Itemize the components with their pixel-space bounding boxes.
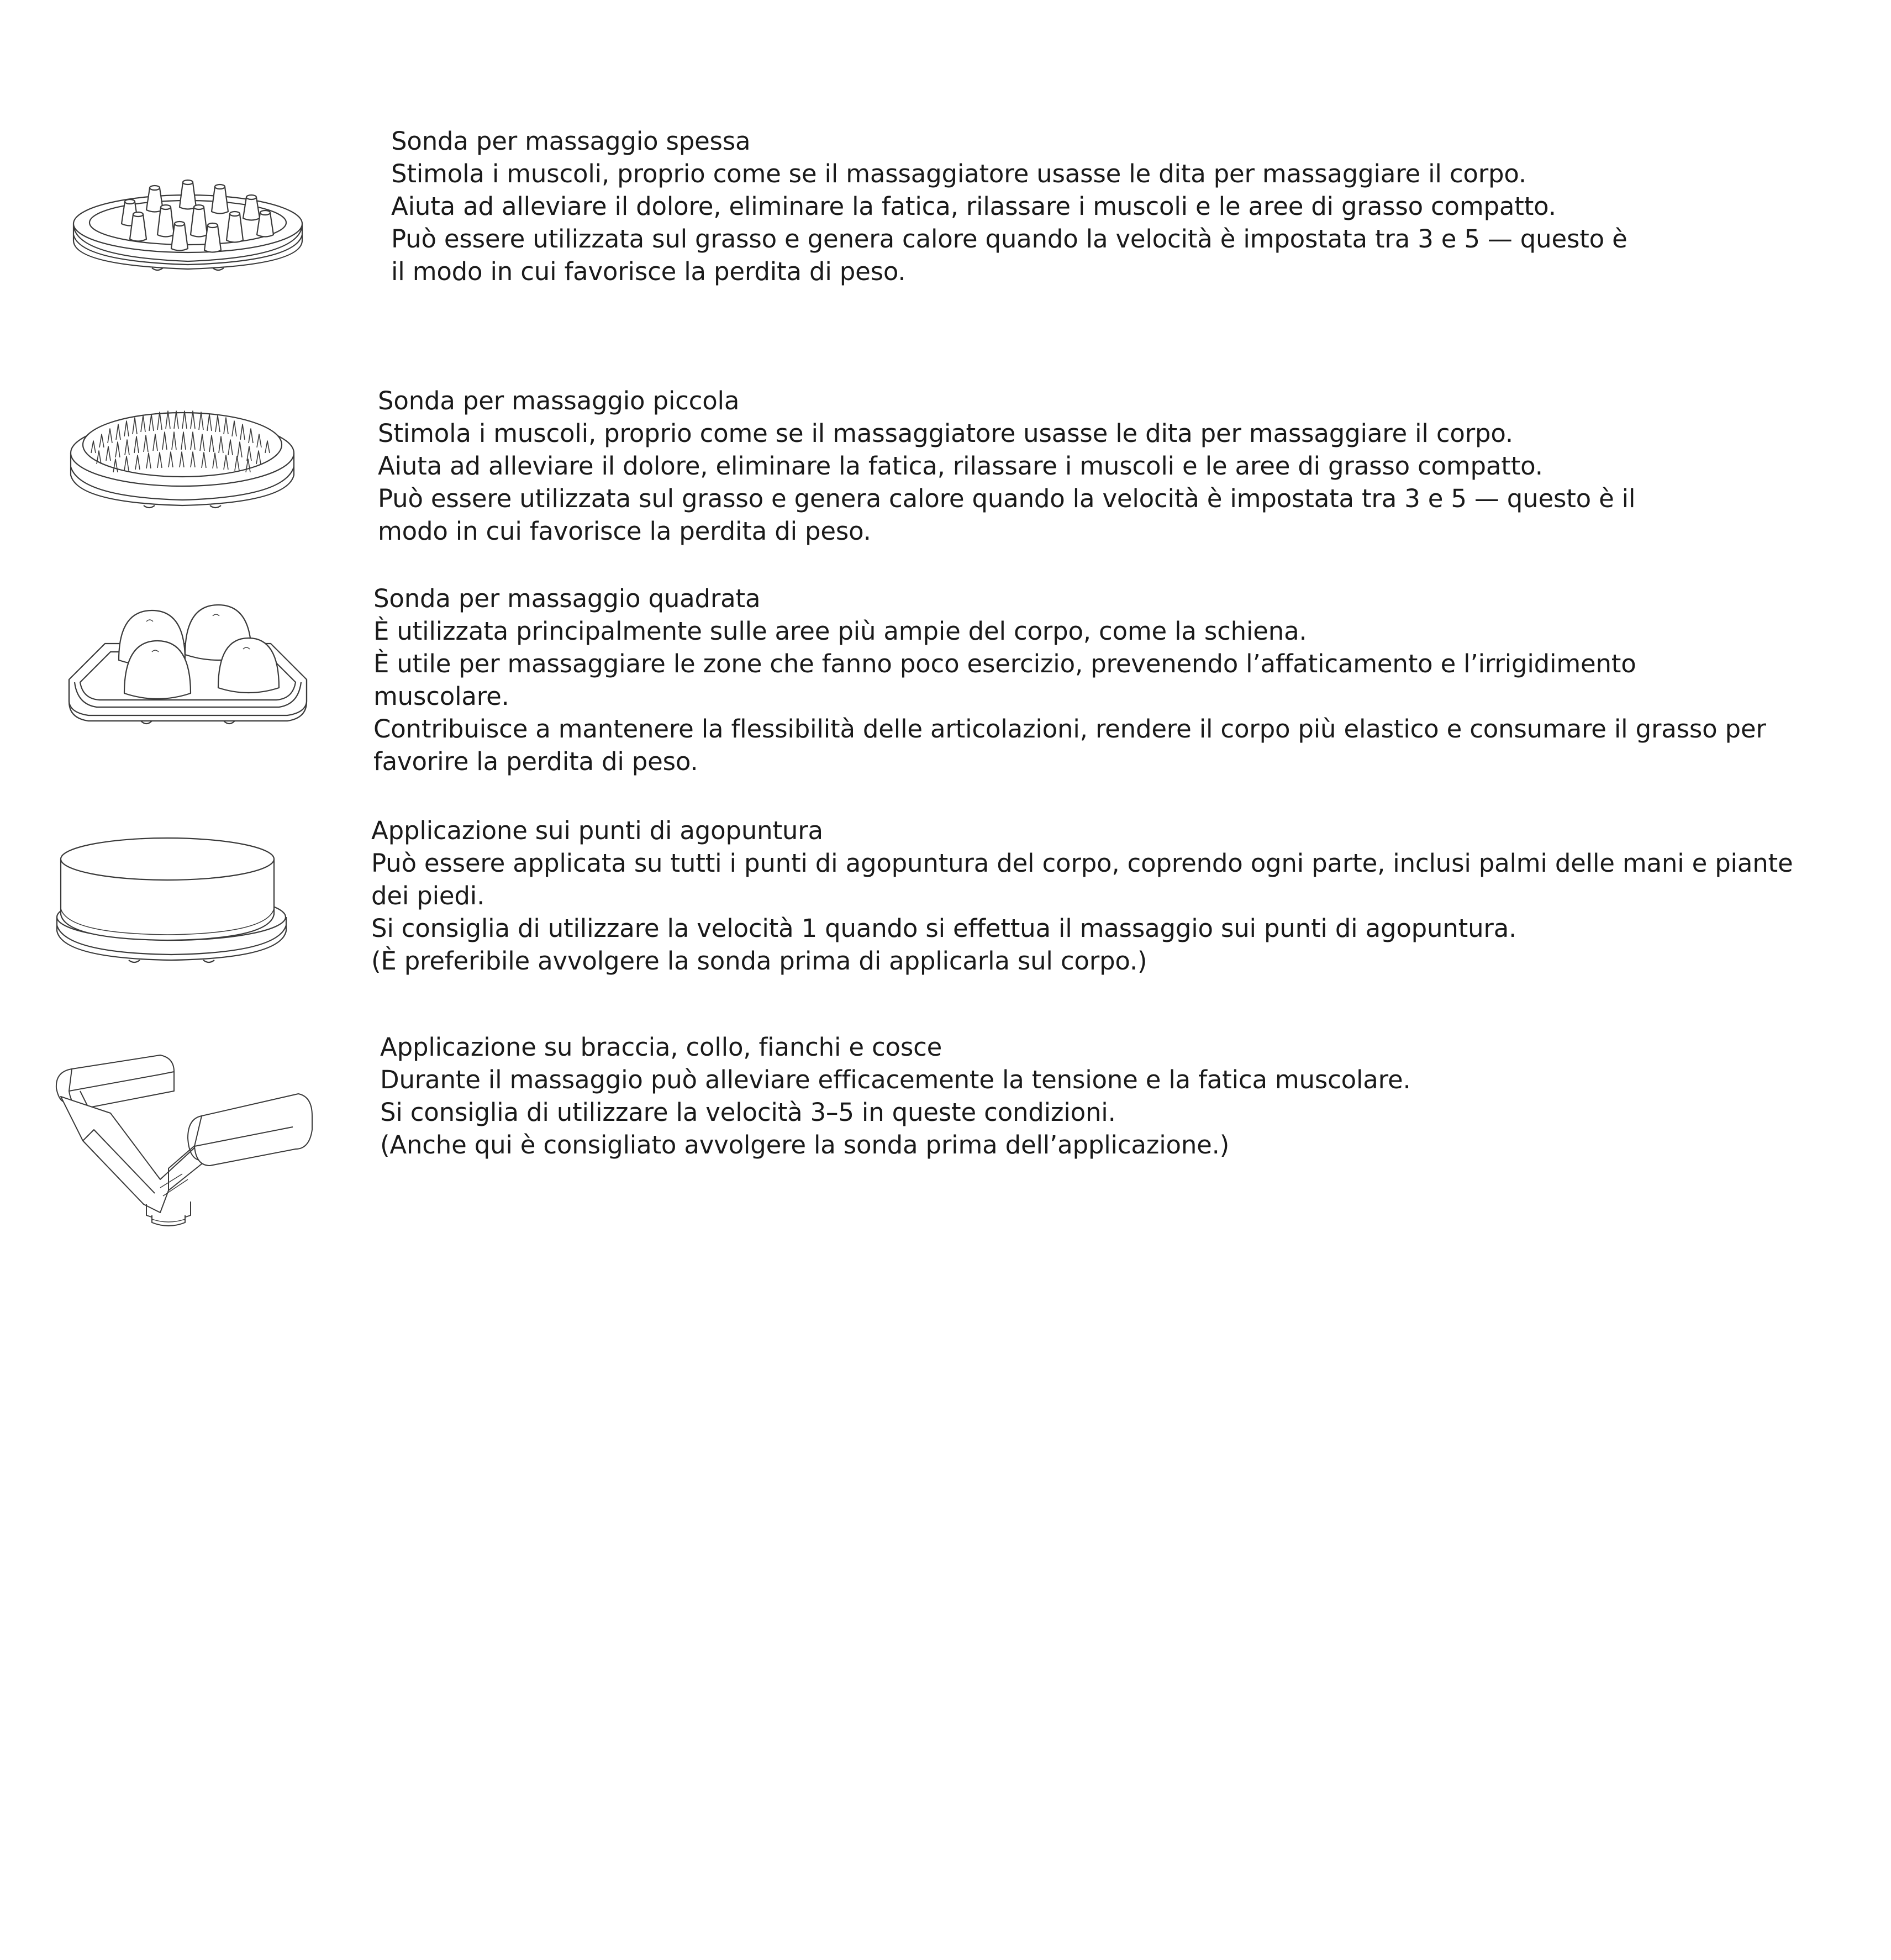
description-line: dei piedi.	[371, 881, 485, 910]
probe-title: Sonda per massaggio spessa	[391, 127, 751, 156]
description-line: È utilizzata principalmente sulle aree più ampie del corpo, come la schiena.	[373, 617, 1307, 646]
probe-title: Applicazione su braccia, collo, fianchi e cosce	[380, 1032, 942, 1062]
description-line: muscolare.	[373, 682, 509, 711]
description-line: il modo in cui favorisce la perdita di peso.	[391, 257, 906, 286]
description-line: Stimola i muscoli, proprio come se il massaggiatore usasse le dita per massaggiare il corpo.	[378, 419, 1514, 448]
acupuncture-probe-icon	[54, 834, 289, 964]
thick-massage-probe-icon	[69, 152, 307, 276]
description-line: Può essere applicata su tutti i punti di agopuntura del corpo, coprendo ogni parte, inclusi palmi delle mani e piante	[371, 849, 1793, 878]
description-line: Si consiglia di utilizzare la velocità 3–5 in queste condizioni.	[380, 1098, 1116, 1127]
description-line: Aiuta ad alleviare il dolore, eliminare la fatica, rilassare i muscoli e le aree di grasso compatto.	[391, 192, 1556, 221]
description-line: È utile per massaggiare le zone che fanno poco esercizio, prevenendo l’affaticamento e l’irrigidimento	[373, 649, 1636, 678]
description-line: modo in cui favorisce la perdita di peso.	[378, 517, 871, 546]
probe-description-acupuncture	[371, 814, 1863, 977]
description-line: Durante il massaggio può alleviare efficacemente la tensione e la fatica muscolare.	[380, 1065, 1411, 1094]
probe-description-square	[373, 582, 1865, 778]
probe-title: Applicazione sui punti di agopuntura	[371, 816, 823, 845]
probe-description-thick	[391, 125, 1662, 288]
description-line: Contribuisce a mantenere la flessibilità delle articolazioni, rendere il corpo più elastico e consumare il grasso per	[373, 714, 1766, 744]
small-massage-probe-icon	[66, 392, 298, 511]
description-line: Aiuta ad alleviare il dolore, eliminare la fatica, rilassare i muscoli e le aree di grasso compatto.	[378, 451, 1543, 481]
probe-description-small	[378, 384, 1648, 547]
square-massage-probe-icon	[64, 599, 312, 749]
description-line: Può essere utilizzata sul grasso e genera calore quando la velocità è impostata tra 3 e 5 — questo è	[391, 224, 1627, 254]
description-line: (Anche qui è consigliato avvolgere la sonda prima dell’applicazione.)	[380, 1130, 1230, 1160]
description-line: Può essere utilizzata sul grasso e genera calore quando la velocità è impostata tra 3 e 5 — questo è il	[378, 484, 1636, 513]
description-line: Stimola i muscoli, proprio come se il massaggiatore usasse le dita per massaggiare il corpo.	[391, 159, 1527, 188]
description-line: (È preferibile avvolgere la sonda prima di applicarla sul corpo.)	[371, 946, 1147, 976]
probe-title: Sonda per massaggio piccola	[378, 386, 740, 415]
description-line: favorire la perdita di peso.	[373, 747, 698, 776]
probe-title: Sonda per massaggio quadrata	[373, 584, 761, 613]
probe-description-v-shaped	[380, 1031, 1651, 1161]
description-line: Si consiglia di utilizzare la velocità 1 quando si effettua il massaggio sui punti di agopuntura.	[371, 914, 1517, 943]
v-shaped-massage-probe-icon	[50, 1047, 331, 1232]
